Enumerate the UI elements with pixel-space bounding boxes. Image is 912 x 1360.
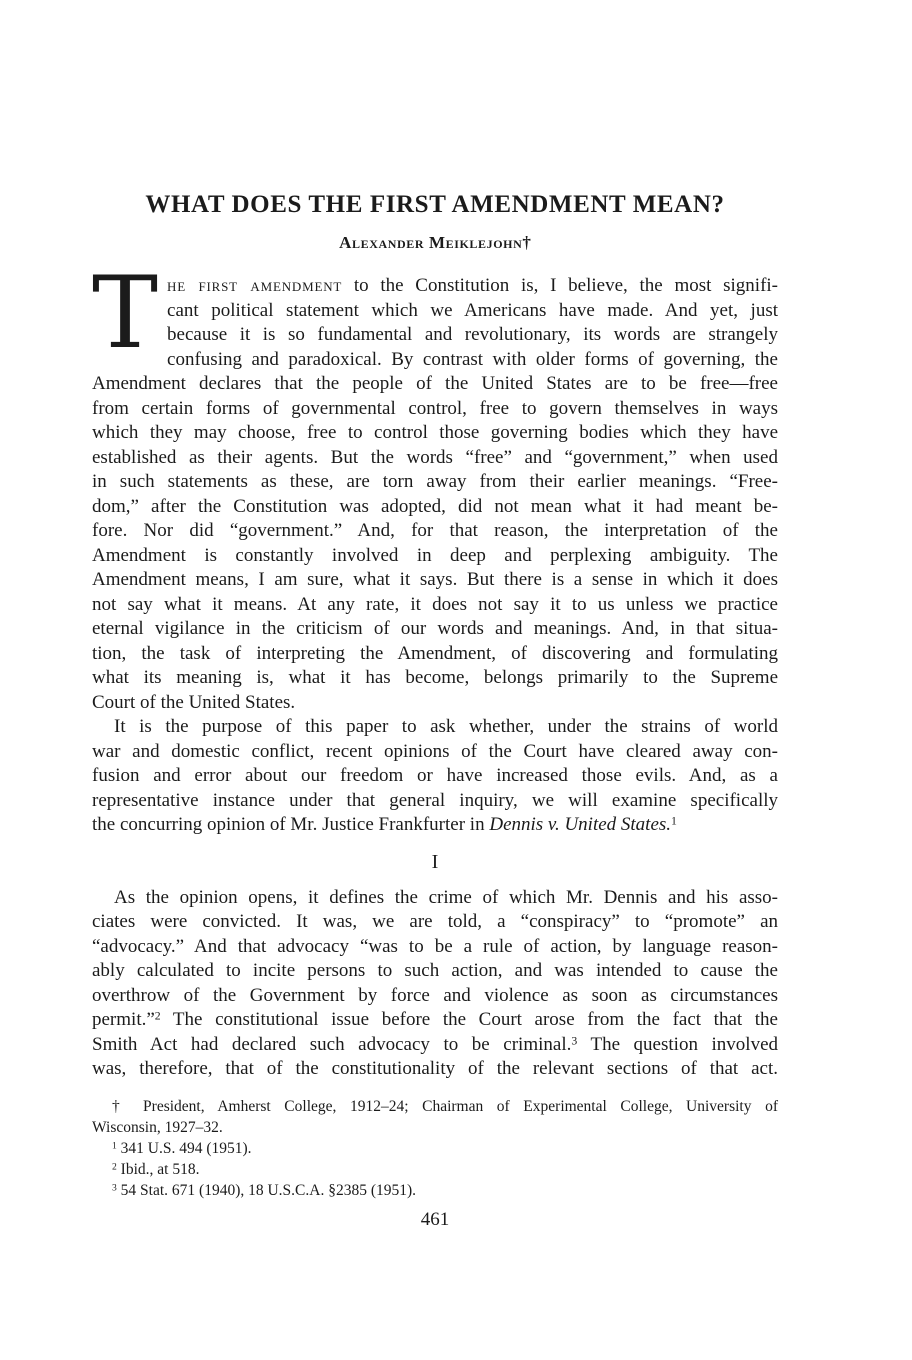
- text-segment: Ibid., at 518.: [116, 1160, 200, 1178]
- text-line: [92, 1033, 778, 1058]
- text-line: [92, 691, 778, 716]
- text-line: [92, 935, 778, 960]
- footnotes-block: [92, 1096, 778, 1201]
- text-segment: in such statements as these, are torn away from their earlier meanings. “Free-: [92, 471, 778, 492]
- text-line: [92, 984, 778, 1009]
- footnote-reference: 3: [571, 1033, 578, 1047]
- text-line: [92, 813, 778, 838]
- text-line: [92, 544, 778, 569]
- section-one-paragraph: [92, 886, 778, 1082]
- text-segment: † President, Amherst College, 1912–24; Chairman of Experimental College, University of: [112, 1097, 778, 1115]
- text-line: [92, 642, 778, 667]
- text-segment: 54 Stat. 671 (1940), 18 U.S.C.A. §2385 (1951).: [116, 1181, 417, 1199]
- footnote-reference: 1: [671, 814, 677, 828]
- author-name: Alexander Meiklejohn: [339, 233, 523, 252]
- text-segment: cant political statement which we Americans have made. And yet, just: [167, 299, 778, 321]
- text-line: [92, 666, 778, 691]
- author-footnote-dagger: †: [522, 233, 531, 252]
- text-segment: established as their agents. But the words “free” and “government,” when used: [92, 446, 778, 468]
- text-segment: war and domestic conflict, recent opinions of the Court have cleared away con-: [92, 740, 778, 762]
- purpose-paragraph: [92, 715, 778, 838]
- text-segment: not say what it means. At any rate, it does not say it to us unless we practice: [92, 593, 778, 615]
- article-body: [92, 256, 779, 1231]
- text-line: [92, 789, 778, 814]
- text-line: [92, 568, 778, 593]
- text-segment: tion, the task of interpreting the Amendment, of discovering and formulating: [92, 642, 778, 664]
- dropcap-letter: T: [92, 256, 159, 371]
- text-segment: because it is so fundamental and revolutionary, its words are strangely: [167, 324, 778, 345]
- text-segment: was, therefore, that of the constitutionality of the relevant sections of that act.: [92, 1058, 778, 1079]
- footnote-reference: 2: [154, 1009, 161, 1023]
- text-segment: permit.”: [92, 1009, 155, 1030]
- text-line: [92, 470, 778, 495]
- text-line: [92, 348, 778, 373]
- page-content-column: [92, 190, 778, 1231]
- text-segment: Amendment declares that the people of the United States are to be free—free: [92, 373, 778, 394]
- text-segment: Dennis v. United States.: [489, 814, 672, 835]
- text-segment: confusing and paradoxical. By contrast with older forms of governing, the: [167, 348, 778, 370]
- text-segment: Smith Act had declared such advocacy to be criminal.: [92, 1033, 572, 1055]
- text-segment: the concurring opinion of Mr. Justice Frankfurter in: [92, 814, 490, 835]
- text-segment: fusion and error about our freedom or have increased those evils. And, as a: [92, 765, 778, 786]
- text-segment: Amendment is constantly involved in deep and perplexing ambiguity. The: [92, 544, 778, 566]
- footnote-reference: 3: [112, 1181, 117, 1193]
- text-segment: from certain forms of governmental control, free to govern themselves in ways: [92, 397, 778, 419]
- text-segment: ably calculated to incite persons to such action, and was intended to cause the: [92, 960, 778, 981]
- text-segment: fore. Nor did “government.” And, for that reason, the interpretation of the: [92, 520, 778, 541]
- text-segment: representative instance under that general inquiry, we will examine specifically: [92, 789, 778, 811]
- text-segment: what its meaning is, what it has become, belongs primarily to the Supreme: [92, 667, 778, 688]
- text-line: [92, 1057, 778, 1082]
- text-line: [92, 959, 778, 984]
- page-number: 461: [420, 1208, 450, 1230]
- section-heading-one: I: [431, 850, 439, 873]
- text-line: [92, 740, 778, 765]
- text-segment: which they may choose, free to control those governing bodies which they have: [92, 422, 778, 443]
- text-line: [92, 593, 778, 618]
- text-segment: Wisconsin, 1927–32.: [92, 1118, 223, 1136]
- text-line: [92, 1159, 778, 1180]
- opening-paragraph: [92, 256, 779, 715]
- text-line: [92, 1117, 778, 1138]
- text-line: [92, 397, 778, 422]
- text-segment: eternal vigilance in the criticism of our words and meanings. And, in that situa-: [92, 618, 778, 639]
- text-segment: overthrow of the Government by force and violence as soon as circumstances: [92, 984, 778, 1006]
- text-segment: 341 U.S. 494 (1951).: [116, 1139, 252, 1157]
- text-line: [92, 764, 778, 789]
- text-segment: he first amendment: [167, 275, 343, 296]
- text-segment: “advocacy.” And that advocacy “was to be a rule of action, by language reason-: [92, 935, 778, 957]
- footnote-reference: 1: [112, 1139, 117, 1151]
- text-line: [92, 372, 778, 397]
- text-segment: Amendment means, I am sure, what it says. But there is a sense in which it does: [92, 569, 778, 590]
- text-segment: The constitutional issue before the Court arose from the fact that the: [160, 1009, 778, 1030]
- text-line: [92, 495, 778, 520]
- text-segment: It is the purpose of this paper to ask whether, under the strains of world: [114, 716, 778, 737]
- text-line: [92, 274, 778, 299]
- text-line: [92, 323, 778, 348]
- text-line: [92, 519, 778, 544]
- text-segment: As the opinion opens, it defines the crime of which Mr. Dennis and his asso-: [114, 886, 778, 908]
- text-segment: ciates were convicted. It was, we are told, a “conspiracy” to “promote” an: [92, 911, 778, 932]
- text-line: [92, 1180, 778, 1201]
- text-line: [92, 446, 778, 471]
- text-line: [92, 1008, 778, 1033]
- text-line: [92, 910, 778, 935]
- text-segment: to the Constitution is, I believe, the most signifi-: [342, 275, 779, 296]
- text-line: [92, 1138, 778, 1159]
- article-title: WHAT DOES THE FIRST AMENDMENT MEAN?: [145, 191, 725, 218]
- text-line: [92, 886, 778, 911]
- text-segment: The question involved: [577, 1033, 778, 1055]
- author-byline: [92, 233, 778, 253]
- text-line: [92, 1096, 778, 1117]
- footnote-reference: 2: [112, 1160, 117, 1172]
- text-segment: dom,” after the Constitution was adopted, did not mean what it had meant be-: [92, 495, 778, 517]
- text-line: [92, 299, 778, 324]
- text-line: [92, 421, 778, 446]
- text-segment: Court of the United States.: [92, 691, 296, 713]
- text-line: [92, 715, 778, 740]
- text-line: [92, 617, 778, 642]
